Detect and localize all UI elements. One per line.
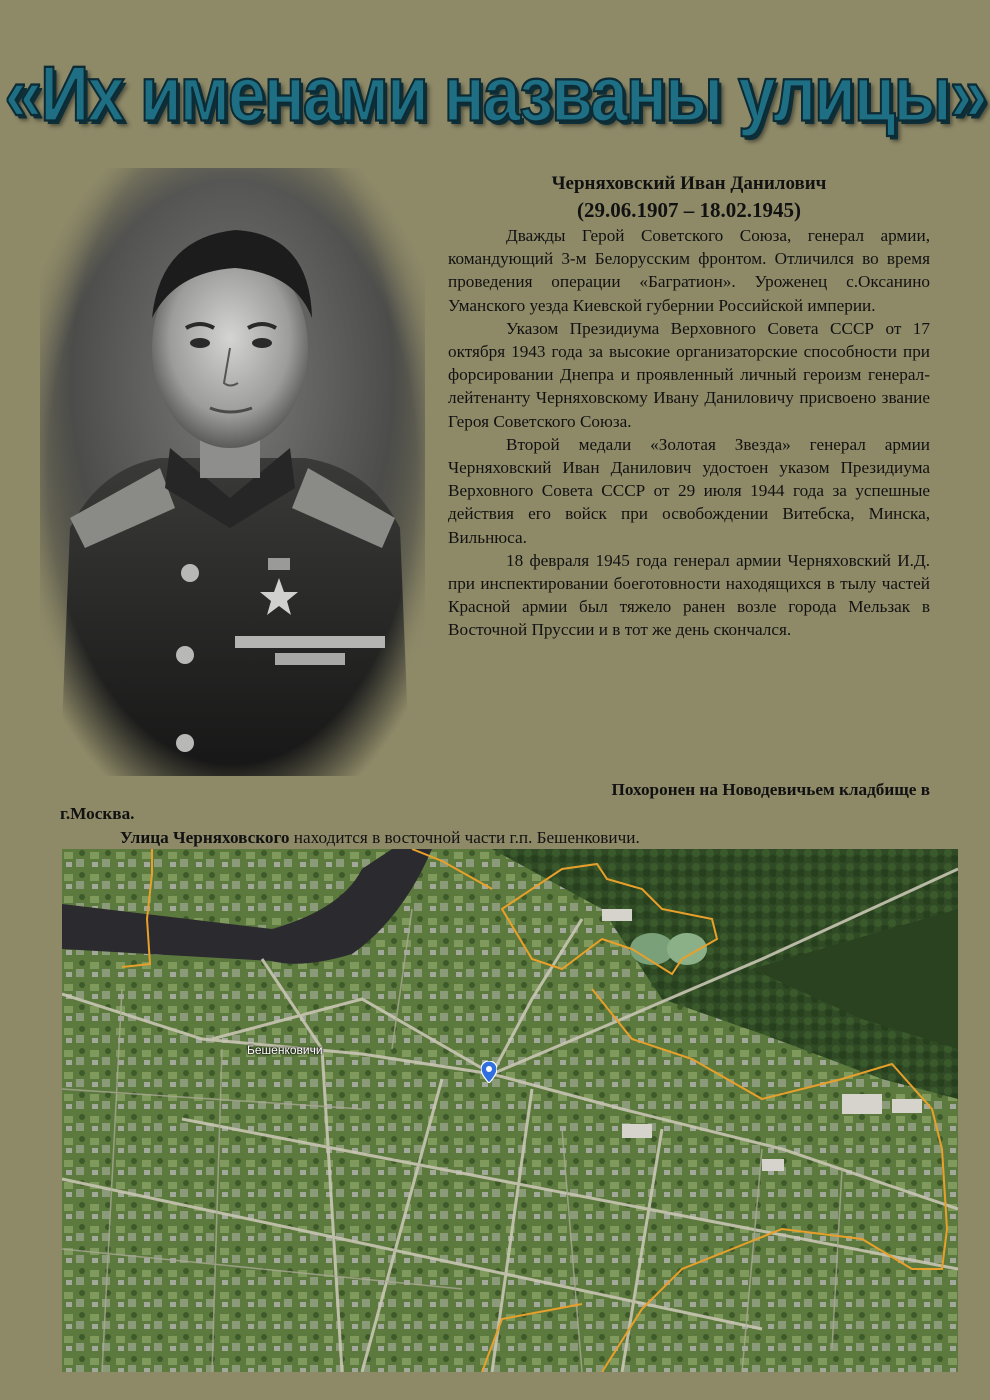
satellite-map: [62, 849, 958, 1372]
person-dates: (29.06.1907 – 18.02.1945): [577, 198, 801, 222]
bio-paragraph: 18 февраля 1945 года генерал армии Черняховский И.Д. при инспектировании боеготовности находящихся в тылу частей Красной армии был тяжело ранен возле города Мельзак в Восточной Пруссии и в тот же день скончался.: [448, 550, 930, 640]
town-label: Бешенковичи: [247, 1043, 323, 1057]
portrait-image: [40, 168, 425, 776]
map-image: [62, 849, 958, 1372]
person-name: Черняховский Иван Данилович: [551, 173, 827, 194]
bio-paragraph: Второй медали «Золотая Звезда» генерал армии Черняховский Иван Данилович удостоен указом Президиума Верховного Совета СССР от 29 июля 1944 года за успешные действия его войск при освобождении Витебска, Минска, Вильнюса.: [448, 434, 930, 547]
bio-paragraph: Дважды Герой Советского Союза, генерал армии, командующий 3-м Белорусским фронтом. Отличился во время проведения операции «Багратион». Уроженец с.Оксанино Уманского уезда Киевской губернии Российской империи.: [448, 226, 930, 315]
location-pin-icon[interactable]: [481, 1061, 497, 1083]
bio-paragraph: Указом Президиума Верховного Совета СССР от 17 октября 1943 года за высокие организаторские способности при форсировании Днепра и проявленный личный героизм генерал-лейтенанту Черняховскому Ивану Даниловичу присвоено звание Героя Советского Союза.: [448, 318, 930, 431]
burial-line-1: Похоронен на Новодевичьем кладбище в: [611, 780, 930, 799]
street-name: Улица Черняховского: [120, 828, 290, 847]
biography: [448, 170, 930, 642]
burial-line-2: г.Москва.: [60, 804, 135, 823]
portrait-photo: [40, 168, 425, 776]
street-note: [120, 826, 940, 850]
page-title: «Их именами названы улицы»: [4, 50, 986, 138]
street-location: находится в восточной части г.п. Бешенковичи.: [289, 828, 640, 847]
burial-note: [60, 778, 930, 826]
